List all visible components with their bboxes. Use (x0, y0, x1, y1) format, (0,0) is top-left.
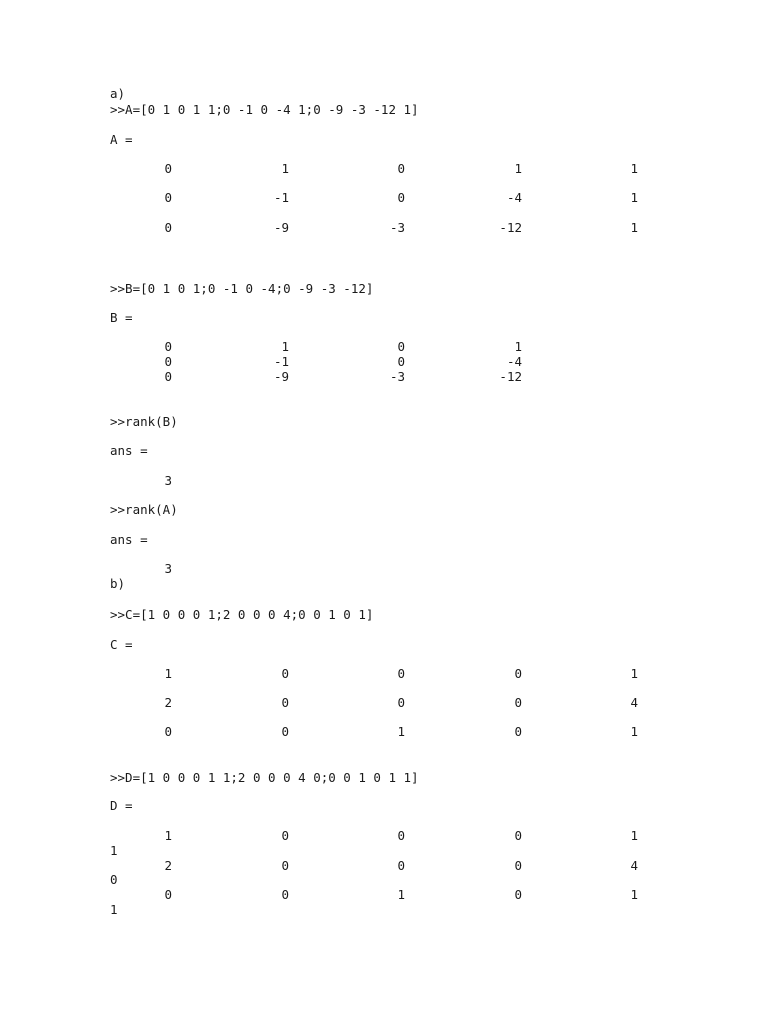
matrix-c-cell: 1 (630, 666, 638, 681)
ans-value-1: 3 (164, 473, 172, 488)
command-define-c: >>C=[1 0 0 0 1;2 0 0 0 4;0 0 1 0 1] (110, 607, 374, 622)
matrix-b-cell: 0 (397, 339, 405, 354)
matrix-b-row (110, 339, 650, 354)
command-rank-a: >>rank(A) (110, 502, 178, 517)
matrix-c-cell: 0 (514, 724, 522, 739)
matrix-c-cell: 1 (164, 666, 172, 681)
matrix-d-cell: 0 (514, 858, 522, 873)
matrix-c-cell: 4 (630, 695, 638, 710)
matrix-b-cell: 0 (164, 369, 172, 384)
matrix-b-cell: -9 (273, 369, 289, 384)
matrix-d-cell: 1 (164, 828, 172, 843)
matrix-c-cell: 0 (281, 724, 289, 739)
matrix-c-cell: 2 (164, 695, 172, 710)
matrix-a-cell: -1 (273, 190, 289, 205)
matrix-b-cell: 0 (397, 354, 405, 369)
command-define-b: >>B=[0 1 0 1;0 -1 0 -4;0 -9 -3 -12] (110, 281, 374, 296)
matrix-c-cell: 0 (397, 666, 405, 681)
matrix-c-cell: 1 (397, 724, 405, 739)
matrix-b-row (110, 354, 650, 369)
matrix-d-cell: 1 (630, 828, 638, 843)
matrix-a-row (110, 220, 650, 235)
matrix-d-row (110, 828, 650, 843)
matrix-d-wrapped-cell: 0 (110, 872, 118, 887)
matrix-b-cell: -12 (499, 369, 522, 384)
matrix-d-cell: 0 (281, 858, 289, 873)
matrix-a-cell: 1 (514, 161, 522, 176)
matrix-d-wrapped-cell: 1 (110, 902, 118, 917)
matrix-a-cell: 1 (630, 220, 638, 235)
ans-label-2: ans = (110, 532, 148, 547)
matrix-a-cell: -4 (506, 190, 522, 205)
matrix-b-cell: -1 (273, 354, 289, 369)
matrix-d-row (110, 887, 650, 902)
matrix-d-cell: 1 (397, 887, 405, 902)
matrix-d-cell: 0 (164, 887, 172, 902)
matrix-a-cell: 1 (630, 161, 638, 176)
matrix-b-cell: 1 (514, 339, 522, 354)
matrix-a-cell: -9 (273, 220, 289, 235)
command-define-d: >>D=[1 0 0 0 1 1;2 0 0 0 4 0;0 0 1 0 1 1] (110, 770, 419, 785)
matrix-a-row (110, 161, 650, 176)
matrix-a-cell: 0 (164, 220, 172, 235)
matrix-a-cell: 0 (164, 190, 172, 205)
matrix-c-cell: 0 (514, 666, 522, 681)
matrix-d-cell: 4 (630, 858, 638, 873)
ans-value-1-row (110, 473, 650, 488)
matrix-b-cell: 0 (164, 339, 172, 354)
matrix-c-cell: 0 (397, 695, 405, 710)
matrix-c-row (110, 666, 650, 681)
ans-label-1: ans = (110, 443, 148, 458)
matrix-c-cell: 0 (514, 695, 522, 710)
matrix-d-row (110, 858, 650, 873)
matrix-d-cell: 0 (397, 828, 405, 843)
command-define-a: >>A=[0 1 0 1 1;0 -1 0 -4 1;0 -9 -3 -12 1] (110, 102, 419, 117)
matrix-d-cell: 0 (514, 828, 522, 843)
matrix-d-cell: 1 (630, 887, 638, 902)
matrix-a-label: A = (110, 132, 133, 147)
part-a-label: a) (110, 86, 126, 101)
matrix-a-row (110, 190, 650, 205)
matrix-b-cell: -3 (389, 369, 405, 384)
matrix-b-cell: -4 (506, 354, 522, 369)
matrix-b-cell: 0 (164, 354, 172, 369)
part-b-label: b) (110, 576, 126, 591)
matrix-b-label: B = (110, 310, 133, 325)
matrix-d-label: D = (110, 798, 133, 813)
matrix-a-cell: 1 (630, 190, 638, 205)
ans-value-2: 3 (164, 561, 172, 576)
matrix-d-cell: 2 (164, 858, 172, 873)
matrix-a-cell: -12 (499, 220, 522, 235)
matrix-d-wrapped-cell: 1 (110, 843, 118, 858)
matrix-a-cell: 0 (164, 161, 172, 176)
matrix-c-cell: 1 (630, 724, 638, 739)
matrix-c-row (110, 695, 650, 710)
matrix-d-cell: 0 (514, 887, 522, 902)
matrix-c-label: C = (110, 637, 133, 652)
matrix-b-cell: 1 (281, 339, 289, 354)
matrix-d-cell: 0 (281, 887, 289, 902)
matrix-d-cell: 0 (397, 858, 405, 873)
matrix-a-cell: -3 (389, 220, 405, 235)
matrix-c-cell: 0 (281, 666, 289, 681)
matrix-a-cell: 1 (281, 161, 289, 176)
command-rank-b: >>rank(B) (110, 414, 178, 429)
matrix-c-cell: 0 (164, 724, 172, 739)
matrix-a-cell: 0 (397, 161, 405, 176)
matrix-c-row (110, 724, 650, 739)
ans-value-2-row (110, 561, 650, 576)
matrix-d-cell: 0 (281, 828, 289, 843)
matrix-c-cell: 0 (281, 695, 289, 710)
matrix-a-cell: 0 (397, 190, 405, 205)
matrix-b-row (110, 369, 650, 384)
